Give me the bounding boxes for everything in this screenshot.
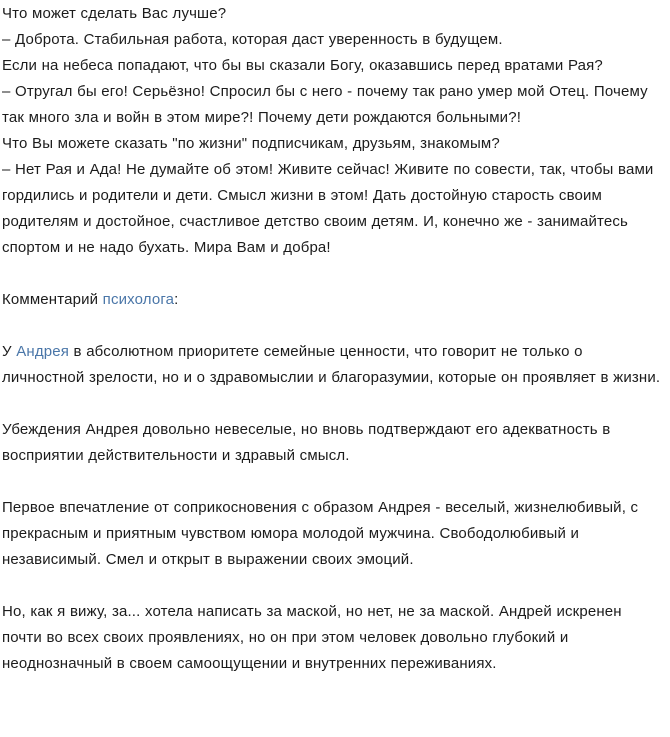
commentary-paragraph: Но, как я вижу, за... хотела написать за маской, но нет, не за маской. Андрей искренен почти во всех своих проявлениях, но он при этом человек довольно глубокий и неоднозначный в своем самоощущении и внутренних переживаниях.	[2, 603, 622, 672]
question-line: Что Вы можете сказать "по жизни" подписчикам, друзьям, знакомым?	[2, 135, 500, 152]
commentary-paragraph	[2, 339, 662, 391]
commentary-paragraph: Первое впечатление от соприкосновения с образом Андрея - веселый, жизнелюбивый, с прекрасным и приятным чувством юмора молодой мужчина. Свободолюбивый и независимый. Смел и открыт в выражении своих эмоций.	[2, 499, 639, 568]
commentary-paragraph-suffix: в абсолютном приоритете семейные ценности, что говорит не только о личностной зрелости, но и о здравомыслии и благоразумии, которые он проявляет в жизни.	[2, 343, 661, 386]
commentary-heading-suffix: :	[174, 291, 179, 308]
answer-line: – Доброта. Стабильная работа, которая даст уверенность в будущем.	[2, 31, 503, 48]
commentary-heading-prefix: Комментарий	[2, 291, 103, 308]
commentary-heading	[2, 287, 662, 313]
answer-line: – Нет Рая и Ада! Не думайте об этом! Живите сейчас! Живите по совести, так, чтобы вами гордились и родители и дети. Смысл жизни в этом! Дать достойную старость своим родителям и достойное, счастливое детство своим детям. И, конечно же - занимайтесь спортом и не надо бухать. Мира Вам и добра!	[2, 161, 654, 256]
psychologist-link[interactable]: психолога	[102, 291, 175, 308]
commentary-paragraph-prefix: У	[2, 343, 17, 360]
answer-line: – Отругал бы его! Серьёзно! Спросил бы с него - почему так рано умер мой Отец. Почему так много зла и войн в этом мире?! Почему дети рождаются больными?!	[2, 83, 648, 126]
question-line: Если на небеса попадают, что бы вы сказали Богу, оказавшись перед вратами Рая?	[2, 57, 603, 74]
person-link-andrey[interactable]: Андрея	[16, 343, 69, 360]
question-line: Что может сделать Вас лучше?	[2, 5, 227, 22]
commentary-paragraph: Убеждения Андрея довольно невеселые, но вновь подтверждают его адекватность в восприятии действительности и здравый смысл.	[2, 421, 611, 464]
